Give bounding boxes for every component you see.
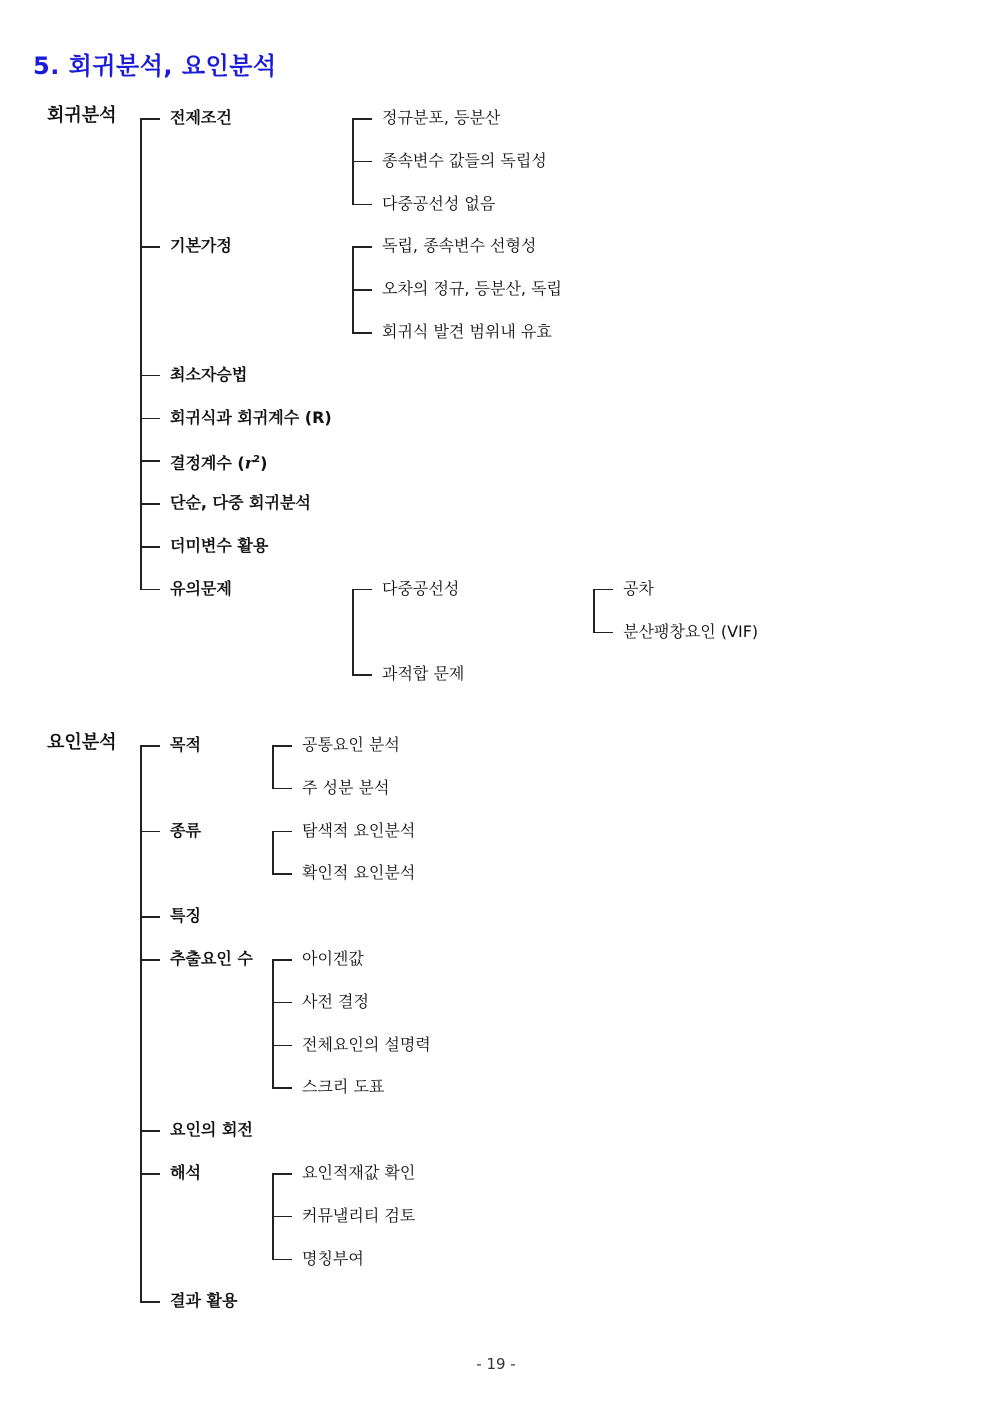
tree-node-label: 해석 xyxy=(170,1163,201,1182)
tree-child-label: 다중공선성 xyxy=(382,578,460,598)
tree-child-label: 오차의 정규, 등분산, 독립 xyxy=(382,279,562,299)
tree-bracket-line xyxy=(593,589,595,632)
tree-branch-line xyxy=(272,1045,292,1047)
tree-branch-line xyxy=(140,959,160,961)
tree-node-label: 추출요인 수 xyxy=(170,949,253,968)
tree-branch-line xyxy=(272,1087,292,1089)
tree-node-label: 기본가정 xyxy=(170,236,232,256)
tree-child-label: 확인적 요인분석 xyxy=(302,863,416,883)
tree-node-label: 더미변수 활용 xyxy=(170,536,269,555)
tree-bracket-line xyxy=(272,831,274,874)
tree-branch-line xyxy=(140,246,160,248)
tree-branch-line xyxy=(140,375,160,377)
tree-branch-line xyxy=(352,332,372,334)
tree-bracket-line xyxy=(272,745,274,788)
tree-root-label: 요인분석 xyxy=(47,732,117,753)
tree-branch-line xyxy=(352,204,372,206)
tree-grandchild-label: 공차 xyxy=(623,578,654,598)
tree-bracket-line xyxy=(352,118,354,204)
tree-branch-line xyxy=(352,289,372,291)
tree-branch-line xyxy=(352,118,372,120)
page-number: - 19 - xyxy=(476,1355,516,1373)
tree-branch-line xyxy=(140,503,160,505)
tree-child-label: 주 성분 분석 xyxy=(302,777,390,797)
tree-branch-line xyxy=(593,632,613,634)
tree-branch-line xyxy=(272,1173,292,1175)
tree-branch-line xyxy=(272,831,292,833)
tree-branch-line xyxy=(140,745,160,747)
tree-node-label: 종류 xyxy=(170,820,201,840)
tree-child-label: 공통요인 분석 xyxy=(302,735,400,754)
tree-node-label: 목적 xyxy=(170,735,201,754)
tree-branch-line xyxy=(272,745,292,747)
tree-child-label: 커뮤낼리티 검토 xyxy=(302,1205,416,1225)
tree-node-label: 최소자승법 xyxy=(170,364,248,384)
tree-child-label: 아이겐값 xyxy=(302,949,364,968)
tree-child-label: 탐색적 요인분석 xyxy=(302,820,416,840)
tree-child-label: 사전 결정 xyxy=(302,991,369,1011)
tree-branch-line xyxy=(140,546,160,548)
tree-child-label: 스크리 도표 xyxy=(302,1077,385,1097)
tree-branch-line xyxy=(140,831,160,833)
section-heading: 5. 회귀분석, 요인분석 xyxy=(33,52,277,80)
tree-child-label: 다중공선성 없음 xyxy=(382,193,496,213)
tree-branch-line xyxy=(140,1301,160,1303)
tree-grandchild-label: 분산팽창요인 (VIF) xyxy=(623,621,759,641)
tree-branch-line xyxy=(593,589,613,591)
tree-branch-line xyxy=(140,1130,160,1132)
tree-trunk-line xyxy=(140,118,142,589)
tree-child-label: 요인적재값 확인 xyxy=(302,1163,416,1182)
tree-branch-line xyxy=(140,418,160,420)
tree-branch-line xyxy=(272,873,292,875)
tree-child-label: 전체요인의 설명력 xyxy=(302,1034,431,1054)
tree-branch-line xyxy=(140,1173,160,1175)
tree-child-label: 과적합 문제 xyxy=(382,664,465,684)
math-variable: r xyxy=(244,453,254,473)
tree-branch-line xyxy=(272,788,292,790)
tree-bracket-line xyxy=(272,959,274,1087)
tree-branch-line xyxy=(140,589,160,591)
tree-node-label: 특징 xyxy=(170,906,201,926)
tree-node-label: 요인의 회전 xyxy=(170,1120,253,1140)
tree-node-label: 전제조건 xyxy=(170,108,232,127)
tree-node-label: 단순, 다중 회귀분석 xyxy=(170,493,311,513)
tree-bracket-line xyxy=(272,1173,274,1259)
tree-branch-line xyxy=(272,1216,292,1218)
math-superscript: 2 xyxy=(253,454,261,466)
tree-node-label: 유의문제 xyxy=(170,578,232,598)
tree-branch-line xyxy=(272,959,292,961)
tree-branch-line xyxy=(352,246,372,248)
tree-branch-line xyxy=(352,674,372,676)
tree-branch-line xyxy=(140,916,160,918)
tree-branch-line xyxy=(352,161,372,163)
tree-branch-line xyxy=(140,460,160,462)
tree-branch-line xyxy=(140,118,160,120)
tree-node-label: 회귀식과 회귀계수 (R) xyxy=(170,407,332,427)
tree-bracket-line xyxy=(352,246,354,332)
tree-child-label: 독립, 종속변수 선형성 xyxy=(382,236,537,256)
tree-trunk-line xyxy=(140,745,142,1301)
tree-child-label: 명칭부여 xyxy=(302,1248,364,1268)
tree-child-label: 회귀식 발견 범위내 유효 xyxy=(382,322,552,341)
tree-child-label: 정규분포, 등분산 xyxy=(382,108,501,127)
tree-node-label: 결정계수 $(r^2)$ xyxy=(170,453,268,473)
tree-child-label: 종속변수 값들의 독립성 xyxy=(382,150,547,170)
tree-branch-line xyxy=(352,589,372,591)
tree-node-label: 결과 활용 xyxy=(170,1291,238,1311)
tree-root-label: 회귀분석 xyxy=(47,105,117,126)
tree-bracket-line xyxy=(352,589,354,675)
tree-branch-line xyxy=(272,1002,292,1004)
tree-branch-line xyxy=(272,1259,292,1261)
